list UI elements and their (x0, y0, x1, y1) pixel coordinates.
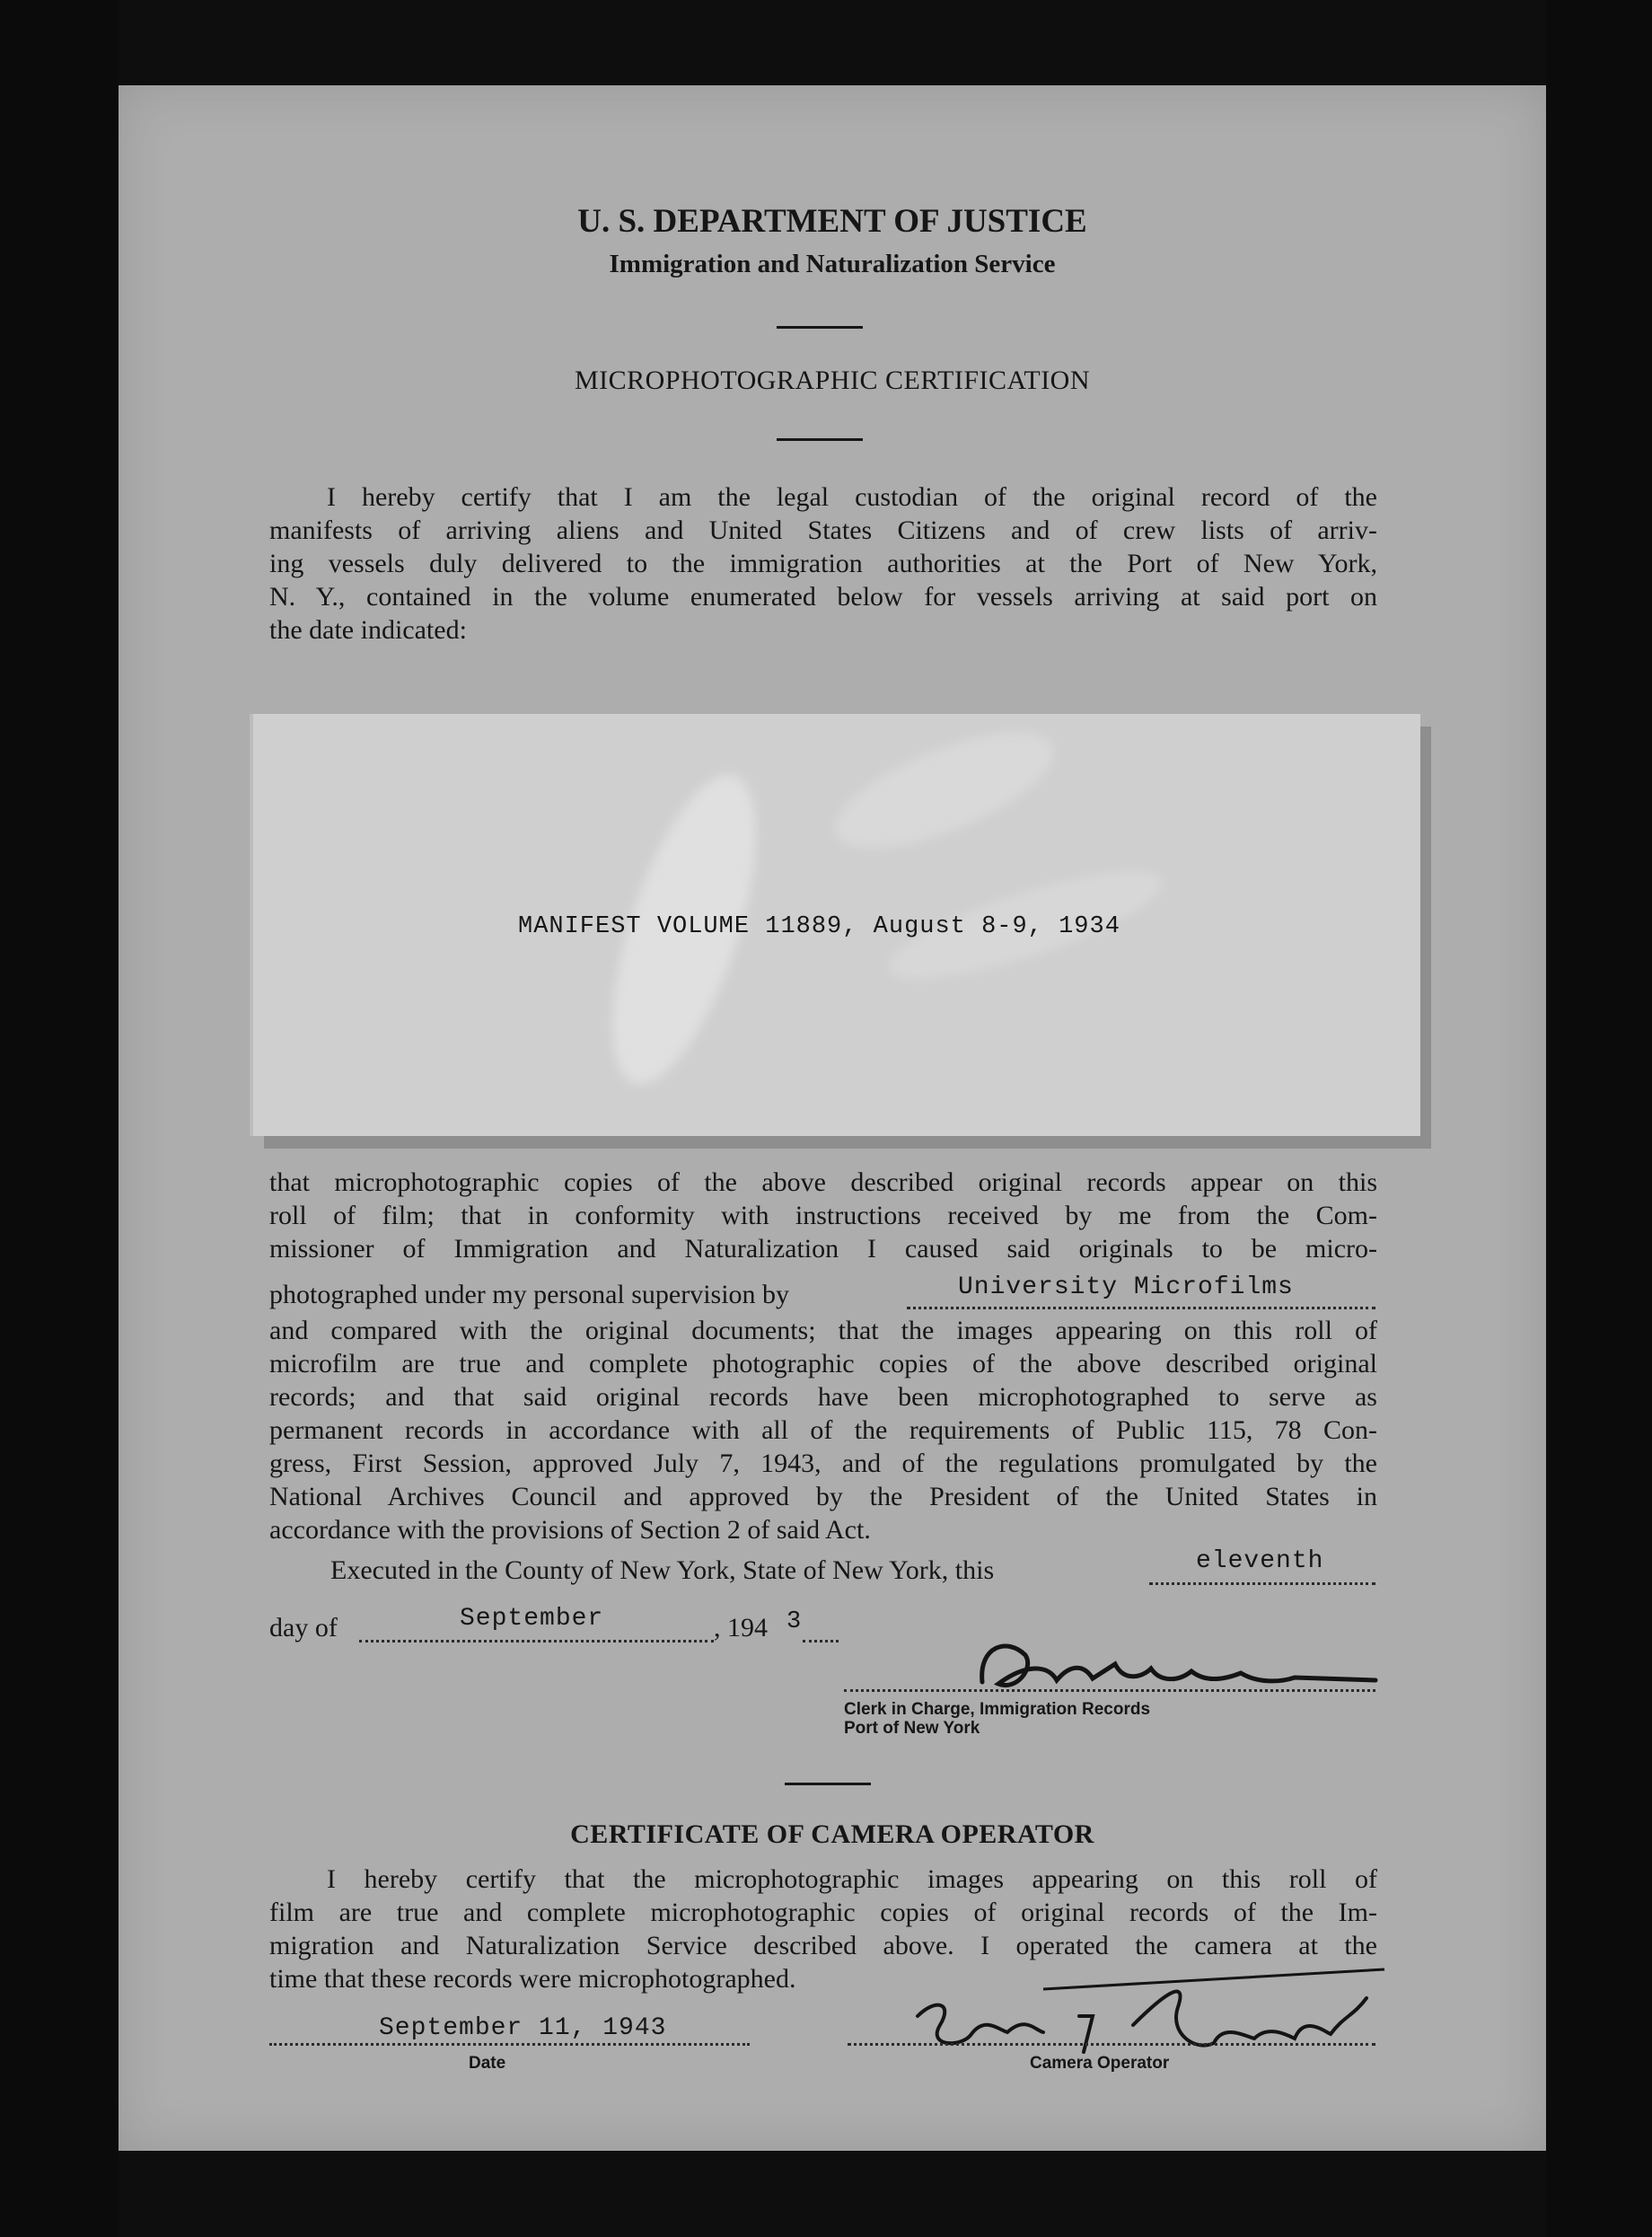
intro-line: ing vessels duly delivered to the immigration authorities at the Port of New York, (269, 549, 1377, 578)
camera-line: I hereby certify that the microphotographic images appearing on this roll of (327, 1864, 1377, 1894)
camera-line: migration and Naturalization Service described above. I operated the camera at the (269, 1931, 1377, 1960)
body-line: National Archives Council and approved by the President of the United States in (269, 1482, 1377, 1511)
clerk-signature (971, 1628, 1384, 1709)
divider-rule (777, 438, 863, 441)
day-dotted-line (1149, 1582, 1375, 1585)
intro-line: N. Y., contained in the volume enumerated below for vessels arriving at said port on (269, 582, 1377, 612)
body-line: missioner of Immigration and Naturalization I caused said originals to be micro- (269, 1234, 1377, 1264)
intro-paragraph (269, 480, 1377, 647)
year-label: , 194 (714, 1613, 768, 1643)
divider-rule (777, 326, 863, 329)
year-typed-digit: 3 (786, 1608, 802, 1635)
day-of-label: day of (269, 1613, 338, 1643)
intro-line: manifests of arriving aliens and United States Citizens and of crew lists of arriv- (269, 515, 1377, 545)
scan-border-left (0, 0, 119, 2237)
divider-rule (785, 1783, 871, 1785)
operator-date-typed-value: September 11, 1943 (379, 2014, 667, 2042)
month-typed-value: September (460, 1605, 604, 1633)
intro-line: I hereby certify that I am the legal custodian of the original record of the (327, 482, 1377, 512)
scan-border-right (1546, 0, 1652, 2237)
camera-line: time that these records were microphotographed. (269, 1964, 796, 1994)
body-line: accordance with the provisions of Section 2 of said Act. (269, 1515, 871, 1545)
manifest-card (253, 714, 1420, 1136)
camera-operator-label: Camera Operator (1030, 2054, 1170, 2073)
intro-line: the date indicated: (269, 615, 467, 645)
camera-operator-heading: CERTIFICATE OF CAMERA OPERATOR (570, 1819, 1094, 1849)
body-line: records; and that said original records have been microphotographed to serve as (269, 1382, 1377, 1412)
month-dotted-line (359, 1640, 714, 1643)
clerk-title-line1: Clerk in Charge, Immigration Records (844, 1700, 1151, 1719)
certification-title: MICROPHOTOGRAPHIC CERTIFICATION (574, 365, 1091, 395)
clerk-title-line2: Port of New York (844, 1719, 980, 1738)
manifest-volume-text: MANIFEST VOLUME 11889, August 8-9, 1934 (518, 913, 1120, 940)
supervision-label: photographed under my personal supervision by (269, 1280, 790, 1309)
body-paragraph-b (269, 1314, 1377, 1546)
body-line: and compared with the original documents; that the images appearing on this roll of (269, 1316, 1377, 1345)
certificate-paper (119, 85, 1546, 2151)
supervision-typed-value: University Microfilms (958, 1273, 1294, 1301)
body-line: permanent records in accordance with all of the requirements of Public 115, 78 Con- (269, 1415, 1377, 1445)
year-dotted-line (803, 1640, 839, 1643)
supervision-dotted-line (907, 1307, 1375, 1309)
glare-mark (822, 709, 1068, 872)
body-paragraph-a (269, 1166, 1377, 1265)
body-line: microfilm are true and complete photographic copies of the above described original (269, 1349, 1377, 1378)
camera-line: film are true and complete microphotographic copies of original records of the Im- (269, 1898, 1377, 1927)
date-dotted-line (269, 2043, 750, 2046)
body-line: that microphotographic copies of the above described original records appear on this (269, 1167, 1377, 1197)
service-subheading: Immigration and Naturalization Service (609, 250, 1056, 278)
executed-label: Executed in the County of New York, State of New York, this (330, 1555, 995, 1585)
clerk-dotted-line (844, 1689, 1375, 1692)
operator-dotted-line (848, 2043, 1375, 2046)
department-heading: U. S. DEPARTMENT OF JUSTICE (577, 203, 1087, 240)
date-label: Date (469, 2054, 506, 2073)
body-line: gress, First Session, approved July 7, 1943, and of the regulations promulgated by the (269, 1449, 1377, 1478)
day-typed-value: eleventh (1196, 1547, 1324, 1575)
body-line: roll of film; that in conformity with instructions received by me from the Com- (269, 1201, 1377, 1230)
